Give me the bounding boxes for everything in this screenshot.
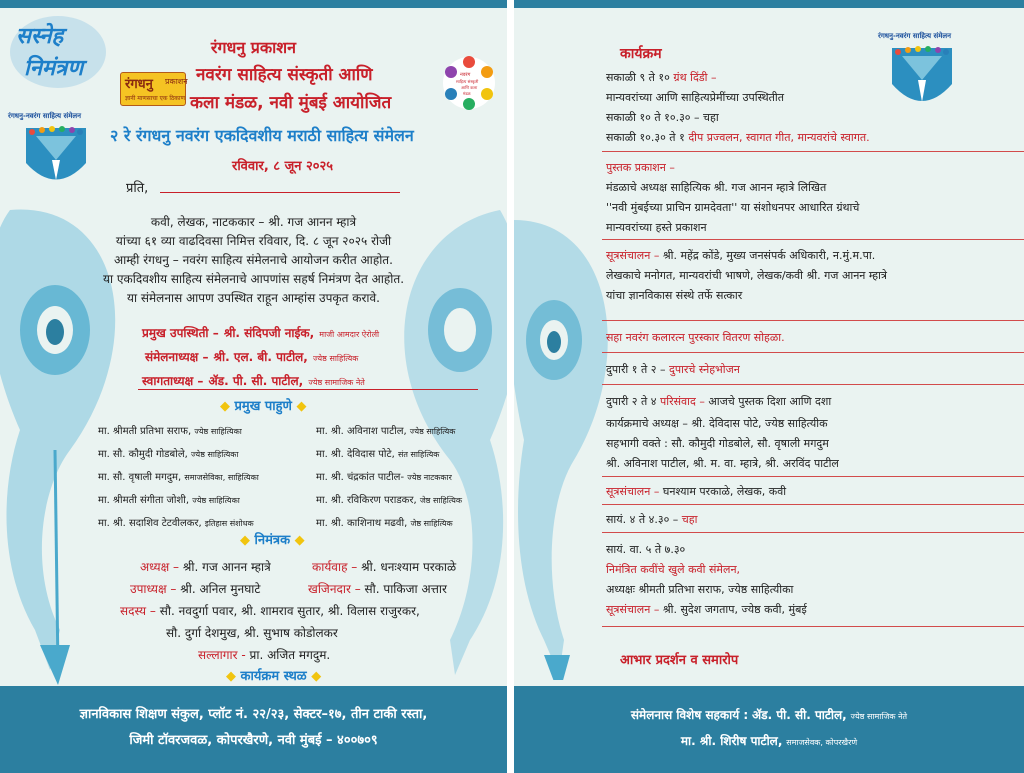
mandal-logo <box>442 56 496 110</box>
pen-emblem-icon <box>8 108 104 198</box>
section-divider <box>602 532 1024 533</box>
badge-line1: सस्नेह <box>16 24 64 49</box>
members-line: सदस्य – सौ. नवदुर्गा पवार, श्री. शामराव सुतार, श्री. विलास राजुरकर, <box>120 604 420 618</box>
header-line2: नवरंग साहित्य संस्कृती आणि <box>196 65 373 85</box>
sponsor-line1: संमेलनास विशेष सहकार्य : ॲड. पी. सी. पाटील, ज्येष्ठ सामाजिक नेते <box>630 708 908 722</box>
diamond-icon: ◆ <box>226 669 236 684</box>
publisher-logo-tagline: ज्ञानी माणसाचा एक ठिकाण <box>125 95 185 102</box>
header-line1: रंगधनु प्रकाशन <box>210 38 297 57</box>
event-title: २ रे रंगधनु नवरंग एकदिवशीय मराठी साहित्य संमेलन <box>110 126 414 145</box>
intro-line: आम्ही रंगधनु – नवरंग साहित्य संमेलनाचे आयोजन करीत आहोत. <box>114 253 393 267</box>
program-item: लेखकाचे मनोगत, मान्यवरांची भाषणे, लेखक/कवी श्री. गज आनन म्हात्रे <box>606 269 887 282</box>
organizer-item: उपाध्यक्ष – श्री. अनिल मुनघाटे <box>130 582 261 596</box>
program-item: मान्यवरांच्या आणि साहित्यप्रेमींच्या उपस्थितीत <box>606 91 785 104</box>
award-ceremony: सहा नवरंग कलारत्न पुरस्कार वितरण सोहळा. <box>606 331 785 344</box>
mandal-logo-l4: मंडळ <box>463 91 471 96</box>
invitation-front-panel <box>0 0 507 773</box>
publisher-logo-sub: प्रकाशन <box>165 77 188 86</box>
section-divider <box>602 352 1024 353</box>
organizers-heading <box>240 530 305 548</box>
publisher-logo <box>120 72 186 106</box>
organizer-item: कार्यवाह – श्री. धनःश्याम परकाळे <box>312 560 457 574</box>
mandal-logo-l2: साहित्य संस्कृती <box>456 79 479 84</box>
dignitary-row <box>142 370 365 389</box>
mandal-logo-l1: नवरंग <box>460 72 471 78</box>
book-launch-heading: पुस्तक प्रकाशन – <box>606 161 675 174</box>
book-launch-line: मान्यवरांच्या हस्ते प्रकाशन <box>606 221 707 234</box>
dignitary-row <box>142 322 379 341</box>
diamond-icon: ◆ <box>296 399 307 414</box>
venue-line2: जिमी टॉवरजवळ, कोपरखैरणे, नवी मुंबई – ४००७०९ <box>129 733 378 748</box>
poetry-time: सायं. वा. ५ ते ७.३० <box>606 543 686 556</box>
anchor-line: सूत्रसंचालन – घनश्याम परकाळे, लेखक, कवी <box>606 485 787 498</box>
intro-line: या एकदिवशीय साहित्य संमेलनाचे आपणांस सहर्ष निमंत्रण देत आहोत. <box>102 272 405 286</box>
venue-footer <box>0 686 507 773</box>
program-item: सकाळी ९ ते १० ग्रंथ दिंडी – <box>606 71 717 84</box>
venue-heading <box>226 666 321 684</box>
book-launch-line: ''नवी मुंबईच्या प्राचिन ग्रामदेवता'' या संशोधनपर आधारित ग्रंथाचे <box>606 201 860 214</box>
organizers-heading-text: निमंत्रक <box>254 533 291 548</box>
emblem-arc-text: रंगधनु-नवरंग साहित्य संमेलन <box>8 112 82 120</box>
diamond-icon: ◆ <box>311 669 322 684</box>
closing-note: आभार प्रदर्शन व समारोप <box>620 653 739 668</box>
diamond-icon: ◆ <box>240 533 250 548</box>
guest-item: मा. श्री. अविनाश पाटील, ज्येष्ठ साहित्यिक <box>316 426 456 437</box>
dignitary-name: श्री. संदिपजी नाईक, <box>223 326 315 340</box>
guests-heading <box>220 396 306 414</box>
dignitary-note: ज्येष्ठ सामाजिक नेते <box>308 378 365 387</box>
addressee-line <box>160 192 400 193</box>
tea-item: सायं. ४ ते ४.३० – चहा <box>606 513 698 526</box>
organizer-item: अध्यक्ष – श्री. गज आनन म्हात्रे <box>140 560 271 574</box>
invitation-program-panel <box>514 0 1024 773</box>
lunch-item: दुपारी १ ते २ – दुपारचे स्नेहभोजन <box>606 363 740 376</box>
header-line3: कला मंडळ, नवी मुंबई आयोजित <box>190 93 392 113</box>
program-item: कार्यक्रमाचे अध्यक्ष – श्री. देविदास पोटे, ज्येष्ठ साहित्यीक <box>606 417 828 430</box>
guest-item: मा. सौ. वृषाली मगदुम, समाजसेविका, साहित्यिका <box>98 472 259 483</box>
seminar-item: दुपारी २ ते ४ परिसंवाद – आजचे पुस्तक दिशा आणि दशा <box>606 395 832 408</box>
program-item: सकाळी १०.३० ते १ दीप प्रज्वलन, स्वागत गीत, मान्यवरांचे स्वागत. <box>606 131 870 144</box>
guest-item: मा. श्री. चंद्रकांत पाटील- ज्येष्ठ नाटककार <box>316 472 452 483</box>
poetry-title: निमंत्रित कवींचे खुले कवी संमेलन, <box>606 563 741 576</box>
event-date: रविवार, ८ जून २०२५ <box>232 159 334 174</box>
venue-heading-text: कार्यक्रम स्थळ <box>240 669 307 684</box>
section-divider <box>602 476 1024 477</box>
dignitary-name: ॲड. पी. सी. पाटील, <box>208 374 304 388</box>
sammelan-emblem <box>872 26 972 120</box>
guest-item: मा. श्रीमती संगीता जोशी, ज्येष्ठ साहित्यिका <box>98 495 240 506</box>
top-accent-bar <box>0 0 507 8</box>
guest-item: मा. श्री. देविदास पोटे, संत साहित्यिक <box>316 449 440 460</box>
guest-item: मा. श्री. सदाशिव टेटवीलकर, इतिहास संशोधक <box>98 518 254 529</box>
dignitary-role: संमेलनाध्यक्ष – <box>145 350 209 364</box>
mandal-logo-l3: आणि कला <box>461 85 478 90</box>
program-item: सकाळी १० ते १०.३० – चहा <box>606 111 719 124</box>
program-item: यांचा ज्ञानविकास संस्थे तर्फे सत्कार <box>606 289 743 302</box>
book-launch-line: मंडळाचे अध्यक्ष साहित्यिक श्री. गज आनन म्हात्रे लिखित <box>606 181 827 194</box>
dignitary-name: श्री. एल. बी. पाटील, <box>213 350 308 364</box>
dignitary-row <box>145 346 358 365</box>
sponsor-line2: मा. श्री. शिरीष पाटील, समाजसेवक, कोपरखैरणे <box>680 734 858 748</box>
anchor-line: सूत्रसंचालन – श्री. महेंद्र कोंडे, मुख्य जनसंपर्क अधिकारी, न.मुं.म.पा. <box>606 249 876 262</box>
badge-line2: निमंत्रण <box>24 56 84 81</box>
program-item: सहभागी वक्ते : सौ. कौमुदी गोडबोले, सौ. वृषाली मगदुम <box>606 437 829 450</box>
diamond-icon: ◆ <box>220 399 230 414</box>
guest-item: मा. सौ. कौमुदी गोडबोले, ज्येष्ठ साहित्यिका <box>98 449 239 460</box>
advisor-line: सल्लागार - प्रा. अजित मगदुम. <box>198 648 331 662</box>
intro-line: कवी, लेखक, नाटककार – श्री. गज आनन म्हात्रे <box>150 215 357 229</box>
dignitary-role: प्रमुख उपस्थिती – <box>142 326 219 340</box>
top-accent-bar <box>514 0 1024 8</box>
section-divider <box>602 384 1024 385</box>
dignitary-note: ज्येष्ठ साहित्यिक <box>312 354 359 363</box>
publisher-logo-name: रंगधनु <box>125 77 153 92</box>
dignitary-note: माजी आमदार ऐरोली <box>319 330 380 339</box>
section-divider <box>602 151 1024 152</box>
to-label: प्रति, <box>126 181 149 196</box>
section-divider <box>602 320 1024 321</box>
sammelan-emblem <box>8 108 104 198</box>
intro-line: या संमेलनास आपण उपस्थित राहून आम्हांस उपकृत करावे. <box>127 291 380 305</box>
guest-item: मा. श्रीमती प्रतिभा सराफ, ज्येष्ठ साहित्यिका <box>98 426 242 437</box>
program-item: श्री. अविनाश पाटील, श्री. म. वा. म्हात्रे, श्री. अरविंद पाटील <box>606 457 839 470</box>
venue-line1: ज्ञानविकास शिक्षण संकुल, प्लॉट नं. २२/२३, सेक्टर–१७, तीन टाकी रस्ता, <box>79 707 428 722</box>
diamond-icon: ◆ <box>294 533 305 548</box>
section-divider <box>602 239 1024 240</box>
intro-line: यांच्या ६१ व्या वाढदिवसा निमित्त रविवार, दि. ८ जून २०२५ रोजी <box>115 234 392 248</box>
anchor-line: सूत्रसंचालन – श्री. सुदेश जगताप, ज्येष्ठ कवी, मुंबई <box>606 603 807 616</box>
section-divider <box>602 504 1024 505</box>
program-heading: कार्यक्रम <box>620 46 662 62</box>
emblem-arc-text: रंगधनु-नवरंग साहित्य संमेलन <box>878 32 952 40</box>
guest-item: मा. श्री. काशिनाथ मढवी, जेष्ठ साहित्यिक <box>316 518 453 529</box>
poetry-chair: अध्यक्षः श्रीमती प्रतिभा सराफ, ज्येष्ठ साहित्यीका <box>606 583 794 596</box>
members-line: सौ. दुर्गा देशमुख, श्री. सुभाष कोडोलकर <box>166 626 338 640</box>
dignitary-role: स्वागताध्यक्ष – <box>142 374 204 388</box>
guests-heading-text: प्रमुख पाहुणे <box>234 399 292 414</box>
dignitary-underline <box>138 389 478 390</box>
sponsor-footer <box>514 686 1024 773</box>
section-divider <box>602 626 1024 627</box>
guest-item: मा. श्री. रविकिरण पराडकर, जेष्ठ साहित्यिक <box>316 495 462 506</box>
organizer-item: खजिनदार – सौ. पाकिजा अत्तार <box>308 582 447 596</box>
